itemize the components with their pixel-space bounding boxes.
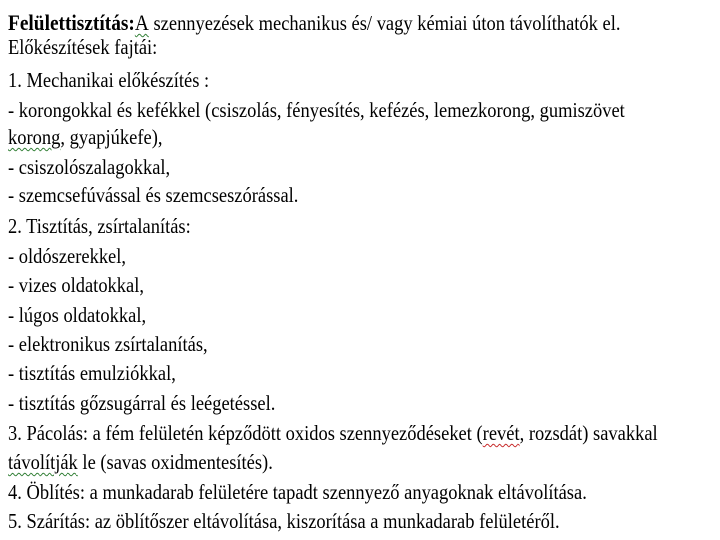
cleaning-item-4: - elektronikus zsírtalanítás,: [8, 332, 208, 356]
spell-word-tavolitjak: távolítják: [8, 450, 78, 474]
mechanical-item-1: - korongokkal és kefékkel (csiszolás, fényesítés, kefézés, lemezkorong, gumiszövet: [8, 98, 625, 122]
cleaning-item-2: - vizes oldatokkal,: [8, 273, 145, 297]
title-line: [8, 12, 620, 34]
cleaning-item-1: - oldószerekkel,: [8, 244, 127, 268]
pickling-text-a: 3. Pácolás: a fém felületén képződött oxidos szennyeződéseket (: [8, 421, 483, 445]
cleaning-item-3: - lúgos oldatokkal,: [8, 303, 147, 327]
cleaning-item-6: - tisztítás gőzsugárral és leégetéssel.: [8, 391, 276, 415]
pickling-text-b: , rozsdát) savakkal: [519, 421, 658, 445]
section-mechanical: 1. Mechanikai előkészítés :: [8, 68, 210, 92]
section-pickling: [8, 422, 658, 444]
types-heading: Előkészítések fajtái:: [8, 35, 158, 59]
mechanical-item-3: - szemcsefúvással és szemcseszórással.: [8, 183, 299, 207]
section-pickling-cont: [8, 451, 273, 473]
mechanical-item-1-cont: [8, 126, 162, 148]
spell-word-revet: revét: [482, 421, 520, 445]
spell-word-korong: korong: [8, 125, 61, 149]
section-drying: 5. Szárítás: az öblítőszer eltávolítása, kiszorítása a munkadarab felületéről.: [8, 509, 560, 533]
title-bold: Felülettisztítás:: [8, 10, 135, 35]
cleaning-item-5: - tisztítás emulziókkal,: [8, 361, 176, 385]
mechanical-item-2: - csiszolószalagokkal,: [8, 155, 171, 179]
title-rest: szennyezések mechanikus és/ vagy kémiai úton távolíthatók el.: [148, 11, 621, 35]
pickling-text-c: le (savas oxidmentesítés).: [77, 450, 273, 474]
section-cleaning: 2. Tisztítás, zsírtalanítás:: [8, 214, 191, 238]
mechanical-item-1-rest: , gyapjúkefe),: [60, 125, 163, 149]
title-connector: A: [134, 10, 149, 35]
section-rinsing: 4. Öblítés: a munkadarab felületére tapadt szennyező anyagoknak eltávolítása.: [8, 480, 587, 504]
